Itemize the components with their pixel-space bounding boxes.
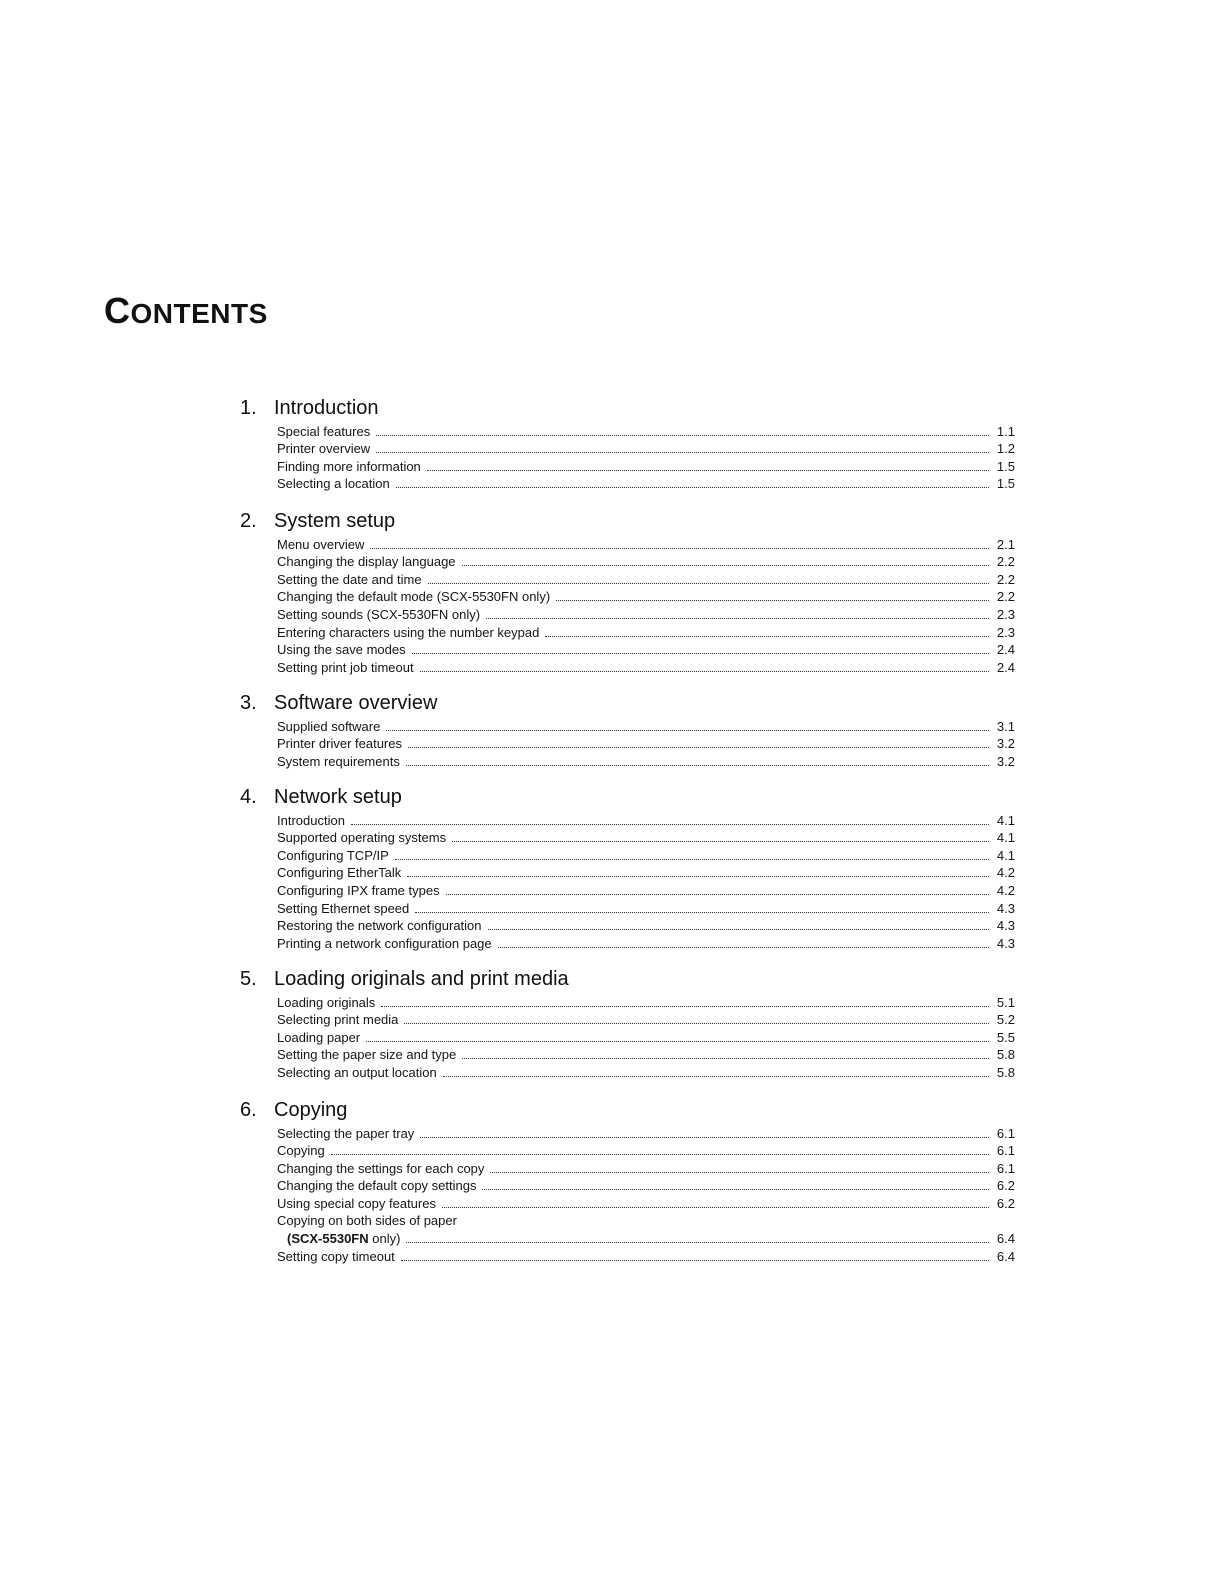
chapter-number: 6. bbox=[240, 1098, 257, 1121]
entry-label: System requirements bbox=[277, 753, 400, 769]
entry-label: Supported operating systems bbox=[277, 830, 447, 846]
entry-label: Using special copy features bbox=[277, 1195, 436, 1211]
chapter-title: Copying bbox=[274, 1098, 348, 1121]
entry-page: 5.5 bbox=[996, 1029, 1015, 1045]
entry-page: 6.2 bbox=[996, 1195, 1015, 1211]
dot-leader bbox=[452, 841, 989, 842]
entry-label: Entering characters using the number keypad bbox=[277, 624, 540, 640]
entry-page: 2.2 bbox=[996, 554, 1015, 570]
dot-leader bbox=[556, 600, 989, 601]
toc-entry[interactable] bbox=[277, 752, 1015, 770]
chapter-2 bbox=[240, 507, 1015, 676]
entry-label: Setting sounds (SCX-5530FN only) bbox=[277, 606, 481, 622]
chapter-heading bbox=[240, 783, 1015, 811]
entry-label: Changing the display language bbox=[277, 554, 456, 570]
entry-label: Changing the default mode (SCX-5530FN only) bbox=[277, 589, 551, 605]
toc-entry[interactable] bbox=[277, 717, 1015, 735]
toc-entry[interactable] bbox=[277, 1159, 1015, 1177]
entry-page: 4.3 bbox=[996, 918, 1015, 934]
entry-label: Loading paper bbox=[277, 1029, 361, 1045]
entry-page: 6.2 bbox=[996, 1178, 1015, 1194]
dot-leader bbox=[401, 1260, 989, 1261]
toc-entry[interactable] bbox=[277, 1124, 1015, 1142]
dot-leader bbox=[396, 487, 989, 488]
toc-entry-continuation[interactable] bbox=[277, 1230, 1015, 1248]
entry-page: 2.1 bbox=[996, 536, 1015, 552]
entry-page: 3.1 bbox=[996, 718, 1015, 734]
dot-leader bbox=[482, 1189, 989, 1190]
entry-page: 6.1 bbox=[996, 1125, 1015, 1141]
entry-label: Setting the date and time bbox=[277, 571, 422, 587]
entry-label: Loading originals bbox=[277, 994, 376, 1010]
dot-leader bbox=[427, 470, 989, 471]
entry-label bbox=[277, 1231, 406, 1247]
entry-page: 4.1 bbox=[996, 847, 1015, 863]
entry-page: 5.8 bbox=[996, 1047, 1015, 1063]
toc-entry[interactable] bbox=[277, 881, 1015, 899]
toc-entry[interactable] bbox=[277, 1247, 1015, 1265]
dot-leader bbox=[428, 583, 989, 584]
dot-leader bbox=[486, 618, 989, 619]
entry-label: Selecting a location bbox=[277, 476, 390, 492]
entry-page: 2.2 bbox=[996, 589, 1015, 605]
chapter-heading bbox=[240, 1096, 1015, 1124]
entry-label-rest: only) bbox=[368, 1231, 401, 1247]
entry-page: 2.2 bbox=[996, 571, 1015, 587]
toc-entry[interactable] bbox=[277, 605, 1015, 623]
entry-label: Copying bbox=[277, 1143, 325, 1159]
entry-label: Printer driver features bbox=[277, 736, 402, 752]
toc-entry[interactable] bbox=[277, 735, 1015, 753]
chapter-1 bbox=[240, 394, 1015, 492]
chapter-number: 3. bbox=[240, 691, 257, 714]
entry-label: Configuring IPX frame types bbox=[277, 882, 440, 898]
toc-entry[interactable] bbox=[277, 553, 1015, 571]
entry-page: 4.1 bbox=[996, 812, 1015, 828]
dot-leader bbox=[498, 947, 989, 948]
dot-leader bbox=[351, 824, 989, 825]
entry-page: 4.1 bbox=[996, 830, 1015, 846]
entry-page: 3.2 bbox=[996, 753, 1015, 769]
toc-entry-first-line[interactable] bbox=[277, 1212, 1015, 1230]
entry-label: Menu overview bbox=[277, 536, 365, 552]
dot-leader bbox=[376, 452, 989, 453]
dot-leader bbox=[412, 653, 989, 654]
chapter-heading bbox=[240, 965, 1015, 993]
toc-entry[interactable] bbox=[277, 588, 1015, 606]
toc-entry[interactable] bbox=[277, 811, 1015, 829]
toc-entry[interactable] bbox=[277, 1046, 1015, 1064]
entry-page: 6.4 bbox=[996, 1248, 1015, 1264]
entry-label: Restoring the network configuration bbox=[277, 918, 482, 934]
dot-leader bbox=[407, 876, 989, 877]
toc-entry[interactable] bbox=[277, 917, 1015, 935]
page-title-rest: ONTENTS bbox=[130, 298, 268, 329]
toc-entry[interactable] bbox=[277, 422, 1015, 440]
dot-leader bbox=[406, 765, 989, 766]
toc-entry[interactable] bbox=[277, 934, 1015, 952]
entry-label: Printer overview bbox=[277, 441, 371, 457]
dot-leader bbox=[420, 671, 989, 672]
toc-entry[interactable] bbox=[277, 1028, 1015, 1046]
entry-page: 4.2 bbox=[996, 882, 1015, 898]
entry-label: Selecting print media bbox=[277, 1012, 399, 1028]
entry-label: Changing the default copy settings bbox=[277, 1178, 477, 1194]
dot-leader bbox=[442, 1207, 989, 1208]
dot-leader bbox=[406, 1242, 989, 1243]
entry-page: 4.3 bbox=[996, 935, 1015, 951]
entry-page: 2.4 bbox=[996, 659, 1015, 675]
toc-entry[interactable] bbox=[277, 1011, 1015, 1029]
entry-page: 2.3 bbox=[996, 624, 1015, 640]
dot-leader bbox=[395, 859, 989, 860]
toc-entry[interactable] bbox=[277, 475, 1015, 493]
dot-leader bbox=[366, 1041, 989, 1042]
dot-leader bbox=[490, 1172, 989, 1173]
entry-label-bold: (SCX-5530FN bbox=[287, 1231, 369, 1247]
toc-entry[interactable] bbox=[277, 899, 1015, 917]
entry-page: 1.2 bbox=[996, 441, 1015, 457]
entry-label: Special features bbox=[277, 423, 371, 439]
chapter-number: 4. bbox=[240, 785, 257, 808]
entry-page: 3.2 bbox=[996, 736, 1015, 752]
dot-leader bbox=[420, 1137, 989, 1138]
chapter-heading bbox=[240, 689, 1015, 717]
chapter-number: 1. bbox=[240, 396, 257, 419]
entry-label: Using the save modes bbox=[277, 642, 406, 658]
chapter-title: Loading originals and print media bbox=[274, 967, 569, 990]
dot-leader bbox=[404, 1023, 989, 1024]
dot-leader bbox=[415, 912, 989, 913]
dot-leader bbox=[545, 636, 989, 637]
entry-label: Selecting the paper tray bbox=[277, 1125, 415, 1141]
toc-entry[interactable] bbox=[277, 846, 1015, 864]
entry-page: 6.1 bbox=[996, 1143, 1015, 1159]
toc-entry[interactable] bbox=[277, 457, 1015, 475]
chapter-number: 2. bbox=[240, 509, 257, 532]
entry-page: 1.5 bbox=[996, 476, 1015, 492]
entry-label: Setting print job timeout bbox=[277, 659, 414, 675]
toc-entry[interactable] bbox=[277, 623, 1015, 641]
chapter-heading bbox=[240, 394, 1015, 422]
dot-leader bbox=[370, 548, 989, 549]
entry-page: 5.2 bbox=[996, 1012, 1015, 1028]
entry-page: 6.1 bbox=[996, 1160, 1015, 1176]
toc-entry[interactable] bbox=[277, 864, 1015, 882]
toc-entry[interactable] bbox=[277, 829, 1015, 847]
page-title-initial: C bbox=[104, 290, 131, 331]
toc-entry[interactable] bbox=[277, 1194, 1015, 1212]
chapter-title: Introduction bbox=[274, 396, 379, 419]
toc-entry[interactable] bbox=[277, 641, 1015, 659]
toc-entry[interactable] bbox=[277, 535, 1015, 553]
dot-leader bbox=[462, 565, 989, 566]
dot-leader bbox=[408, 747, 989, 748]
dot-leader bbox=[376, 435, 989, 436]
entry-label: Finding more information bbox=[277, 458, 421, 474]
chapter-4 bbox=[240, 783, 1015, 952]
entry-label: Setting copy timeout bbox=[277, 1248, 395, 1264]
entry-label: Introduction bbox=[277, 812, 345, 828]
entry-page: 5.1 bbox=[996, 994, 1015, 1010]
entry-page: 5.8 bbox=[996, 1064, 1015, 1080]
chapter-heading bbox=[240, 507, 1015, 535]
entry-label: Changing the settings for each copy bbox=[277, 1160, 485, 1176]
toc-entry[interactable] bbox=[277, 993, 1015, 1011]
entry-label: Setting Ethernet speed bbox=[277, 900, 410, 916]
entry-page: 6.4 bbox=[996, 1231, 1015, 1247]
toc-entry[interactable] bbox=[277, 1177, 1015, 1195]
entry-label: Selecting an output location bbox=[277, 1064, 437, 1080]
entry-label: Configuring TCP/IP bbox=[277, 847, 389, 863]
dot-leader bbox=[443, 1076, 989, 1077]
entry-label: Printing a network configuration page bbox=[277, 935, 492, 951]
entry-page: 1.5 bbox=[996, 458, 1015, 474]
entry-page: 4.3 bbox=[996, 900, 1015, 916]
dot-leader bbox=[446, 894, 989, 895]
entry-label: Copying on both sides of paper bbox=[277, 1212, 457, 1228]
entry-page: 1.1 bbox=[996, 423, 1015, 439]
chapter-number: 5. bbox=[240, 967, 257, 990]
toc-entry[interactable] bbox=[277, 658, 1015, 676]
entry-page: 2.4 bbox=[996, 642, 1015, 658]
dot-leader bbox=[488, 929, 989, 930]
dot-leader bbox=[386, 730, 989, 731]
dot-leader bbox=[331, 1154, 989, 1155]
toc-entry[interactable] bbox=[277, 570, 1015, 588]
entry-label: Configuring EtherTalk bbox=[277, 865, 402, 881]
dot-leader bbox=[462, 1058, 989, 1059]
chapter-3 bbox=[240, 689, 1015, 770]
chapter-title: Software overview bbox=[274, 691, 438, 714]
chapter-title: Network setup bbox=[274, 785, 402, 808]
entry-label: Setting the paper size and type bbox=[277, 1047, 457, 1063]
entry-page: 4.2 bbox=[996, 865, 1015, 881]
toc-entry[interactable] bbox=[277, 440, 1015, 458]
toc-entry[interactable] bbox=[277, 1142, 1015, 1160]
entry-page: 2.3 bbox=[996, 606, 1015, 622]
entry-label: Supplied software bbox=[277, 718, 381, 734]
chapter-title: System setup bbox=[274, 509, 396, 532]
chapter-5 bbox=[240, 965, 1015, 1081]
dot-leader bbox=[381, 1006, 989, 1007]
chapter-6 bbox=[240, 1096, 1015, 1265]
toc-entry[interactable] bbox=[277, 1063, 1015, 1081]
